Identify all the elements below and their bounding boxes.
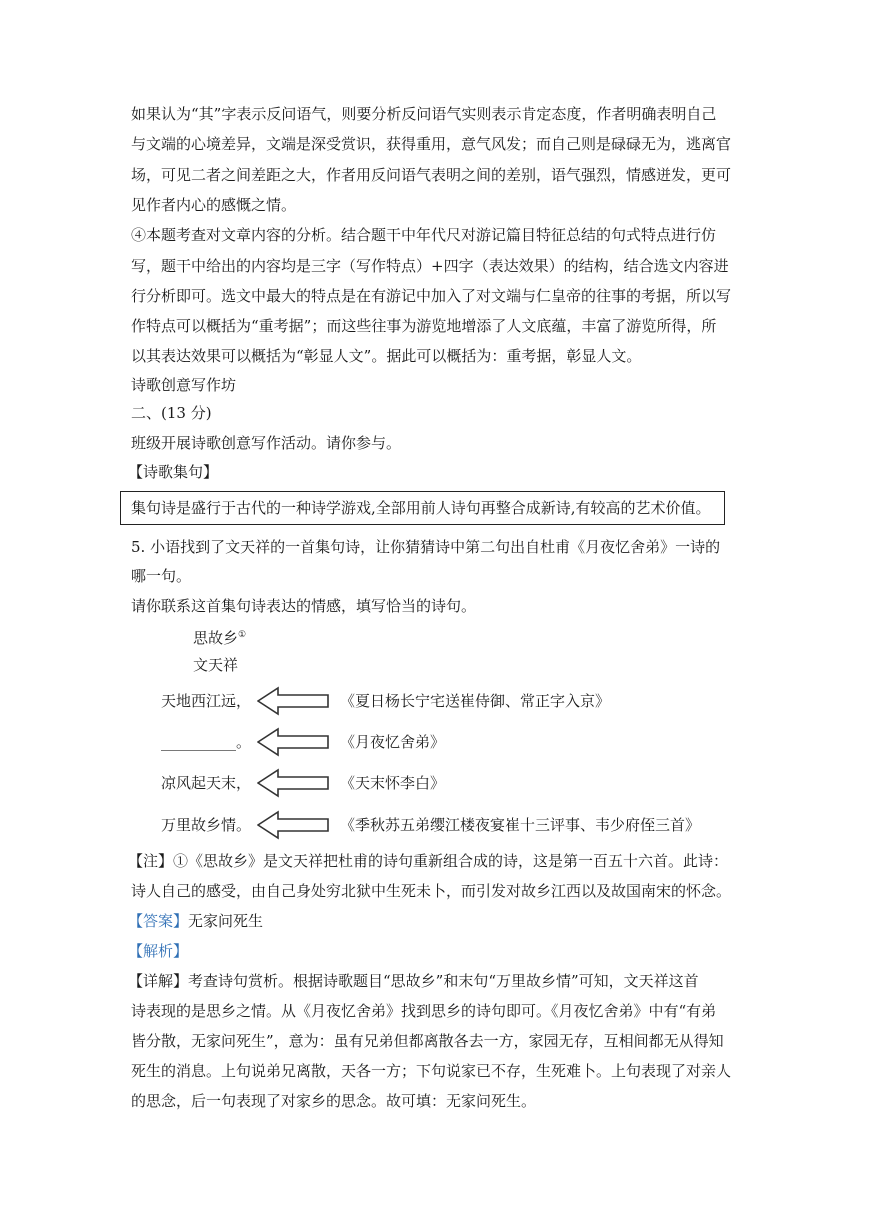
poem-line-blank: __________。 xyxy=(161,733,252,751)
left-arrow-icon xyxy=(257,686,330,716)
poem-source: 《天末怀李白》 xyxy=(340,774,446,792)
instruction: 班级开展诗歌创意写作活动。请你参与。 xyxy=(131,434,402,452)
left-arrow-icon xyxy=(257,810,330,840)
poem-title xyxy=(193,625,246,648)
question-line: 请你联系这首集句诗表达的情感，填写恰当的诗句。 xyxy=(131,597,477,615)
left-arrow-icon xyxy=(257,727,330,757)
analysis-label: 【解析】 xyxy=(128,942,189,960)
poem-source: 《季秋苏五弟缨江楼夜宴崔十三评事、韦少府侄三首》 xyxy=(340,816,701,834)
paragraph-line: 以其表达效果可以概括为“彰显人文”。据此可以概括为：重考据，彰显人文。 xyxy=(131,347,642,365)
poem-source: 《月夜忆舍弟》 xyxy=(340,733,446,751)
poem-line: 天地西江远， xyxy=(161,692,252,710)
question-heading: 二、(13 分) xyxy=(131,404,212,422)
poem-author: 文天祥 xyxy=(193,656,239,674)
question-line: 哪一句。 xyxy=(131,567,192,585)
poem-title-note-mark: ① xyxy=(238,630,247,640)
paragraph-line: 写，题干中给出的内容均是三字（写作特点）+四字（表达效果）的结构，结合选文内容进 xyxy=(131,257,729,275)
poem-line: 万里故乡情。 xyxy=(161,816,252,834)
definition-text: 集句诗是盛行于古代的一种诗学游戏,全部用前人诗句再整合成新诗,有较高的艺术价值。 xyxy=(131,499,711,517)
poem-line: 凉风起天末， xyxy=(161,774,252,792)
detail-line: 死生的消息。上句说弟兄离散，天各一方；下句说家已不存，生死难卜。上句表现了对亲人 xyxy=(131,1062,732,1080)
answer-text: 无家问死生 xyxy=(188,912,264,930)
paragraph-line: ④本题考查对文章内容的分析。结合题干中年代尺对游记篇目特征总结的句式特点进行仿 xyxy=(131,226,717,244)
detail-line: 的思念，后一句表现了对家乡的思念。故可填：无家问死生。 xyxy=(131,1092,537,1110)
detail-line: 皆分散，无家问死生”，意为：虽有兄弟但都离散各去一方，家园无存，互相间都无从得知 xyxy=(131,1032,724,1050)
poem-source: 《夏日杨长宁宅送崔侍御、常正字入京》 xyxy=(340,692,611,710)
note-line: 诗人自己的感受，由自己身处穷北狱中生死未卜，而引发对故乡江西以及故国南宋的怀念。 xyxy=(131,882,732,900)
paragraph-line: 与文端的心境差异，文端是深受赏识，获得重用，意气风发；而自己则是碌碌无为，逃离官 xyxy=(131,135,732,153)
answer-row xyxy=(128,911,263,931)
poem-title-text: 思故乡 xyxy=(193,629,239,647)
answer-label: 【答案】 xyxy=(128,912,189,930)
detail-line: 【详解】考查诗句赏析。根据诗歌题目“思故乡”和末句“万里故乡情”可知，文天祥这首 xyxy=(128,972,699,990)
section-title: 诗歌创意写作坊 xyxy=(131,376,237,394)
paragraph-line: 作特点可以概括为“重考据”；而这些往事为游览地增添了人文底蕴，丰富了游览所得，所 xyxy=(131,317,717,335)
paragraph-line: 见作者内心的感慨之情。 xyxy=(131,196,297,214)
left-arrow-icon xyxy=(257,768,330,798)
paragraph-line: 如果认为“其”字表示反问语气，则要分析反问语气实则表示肯定态度，作者明确表明自己 xyxy=(131,105,717,123)
paragraph-line: 行分析即可。选文中最大的特点是在有游记中加入了对文端与仁皇帝的往事的考据，所以写 xyxy=(131,287,732,305)
question-line: 5. 小语找到了文天祥的一首集句诗，让你猜猜诗中第二句出自杜甫《月夜忆舍弟》一诗的 xyxy=(131,538,721,556)
definition-box xyxy=(120,491,725,525)
detail-line: 诗表现的是思乡之情。从《月夜忆舍弟》找到思乡的诗句即可。《月夜忆舍弟》中有“有弟 xyxy=(131,1002,717,1020)
paragraph-line: 场，可见二者之间差距之大，作者用反问语气表明之间的差别，语气强烈，情感迸发，更可 xyxy=(131,166,732,184)
note-line: 【注】①《思故乡》是文天祥把杜甫的诗句重新组合成的诗，这是第一百五十六首。此诗： xyxy=(128,852,729,870)
subsection-label: 【诗歌集句】 xyxy=(128,463,219,481)
